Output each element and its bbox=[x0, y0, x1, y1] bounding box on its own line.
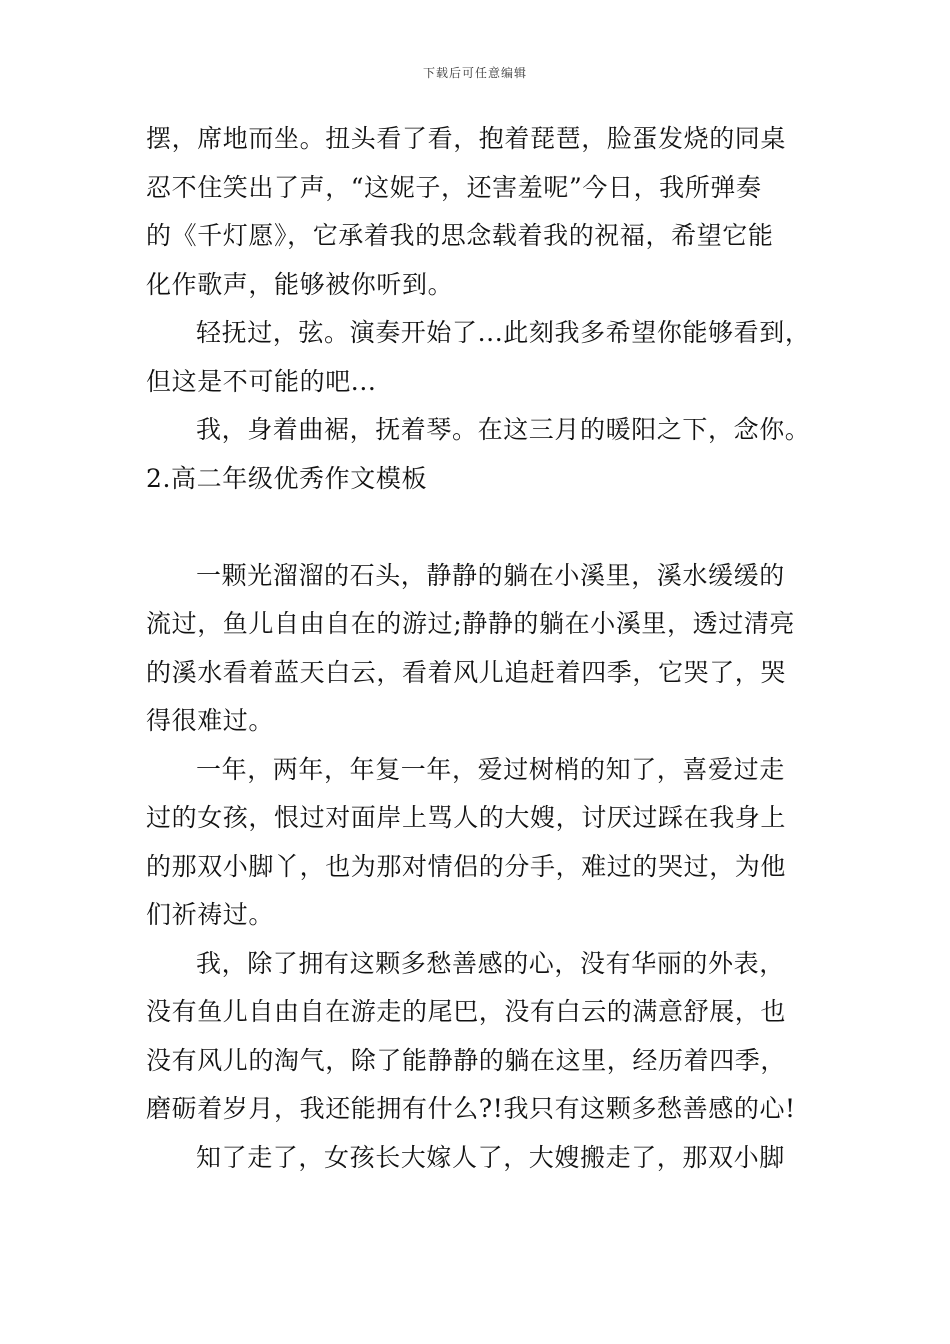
text-line: 们祈祷过。 bbox=[146, 900, 275, 929]
paragraph-start: 一年，两年，年复一年，爱过树梢的知了，喜爱过走 bbox=[196, 754, 785, 784]
text-line: 没有鱼儿自由自在游走的尾巴，没有白云的满意舒展，也 bbox=[146, 997, 787, 1026]
text-line: 的《千灯愿》，它承着我的思念载着我的祝福，希望它能 bbox=[146, 221, 774, 250]
paragraph-start: 轻抚过，弦。演奏开始了...此刻我多希望你能够看到， bbox=[196, 318, 811, 347]
text-line: 但这是不可能的吧... bbox=[146, 366, 377, 396]
text-line: 忍不住笑出了声，“这妮子，还害羞呢”今日，我所弹奏 bbox=[146, 172, 762, 202]
text-line: 的溪水看着蓝天白云，看着风儿追赶着四季，它哭了，哭 bbox=[146, 657, 787, 687]
blank-line bbox=[146, 514, 816, 563]
text-line: 过的女孩，恨过对面岸上骂人的大嫂，讨厌过踩在我身上 bbox=[146, 803, 787, 832]
paragraph-start: 我，除了拥有这颗多愁善感的心，没有华丽的外表， bbox=[196, 948, 785, 978]
document-body bbox=[146, 126, 816, 1193]
text-line: 的那双小脚丫，也为那对情侣的分手，难过的哭过，为他 bbox=[146, 851, 787, 881]
paragraph-start: 我，身着曲裾，抚着琴。在这三月的暖阳之下，念你。 bbox=[196, 415, 811, 444]
paragraph-start: 一颗光溜溜的石头，静静的躺在小溪里，溪水缓缓的 bbox=[196, 560, 785, 590]
header-note: 下载后可任意编辑 bbox=[422, 66, 527, 80]
section-heading: 2.高二年级优秀作文模板 bbox=[146, 463, 428, 493]
text-line: 没有风儿的淘气，除了能静静的躺在这里，经历着四季， bbox=[146, 1045, 787, 1075]
text-line: 摆，席地而坐。扭头看了看，抱着琵琶，脸蛋发烧的同桌 bbox=[146, 124, 787, 153]
text-line: 流过，鱼儿自由自在的游过;静静的躺在小溪里，透过清亮 bbox=[146, 609, 796, 638]
text-line: 磨砺着岁月，我还能拥有什么?!我只有这颗多愁善感的心! bbox=[146, 1094, 796, 1123]
text-line: 得很难过。 bbox=[146, 706, 275, 735]
paragraph-start: 知了走了，女孩长大嫁人了，大嫂搬走了，那双小脚 bbox=[196, 1142, 785, 1172]
text-line: 化作歌声，能够被你听到。 bbox=[146, 269, 454, 299]
